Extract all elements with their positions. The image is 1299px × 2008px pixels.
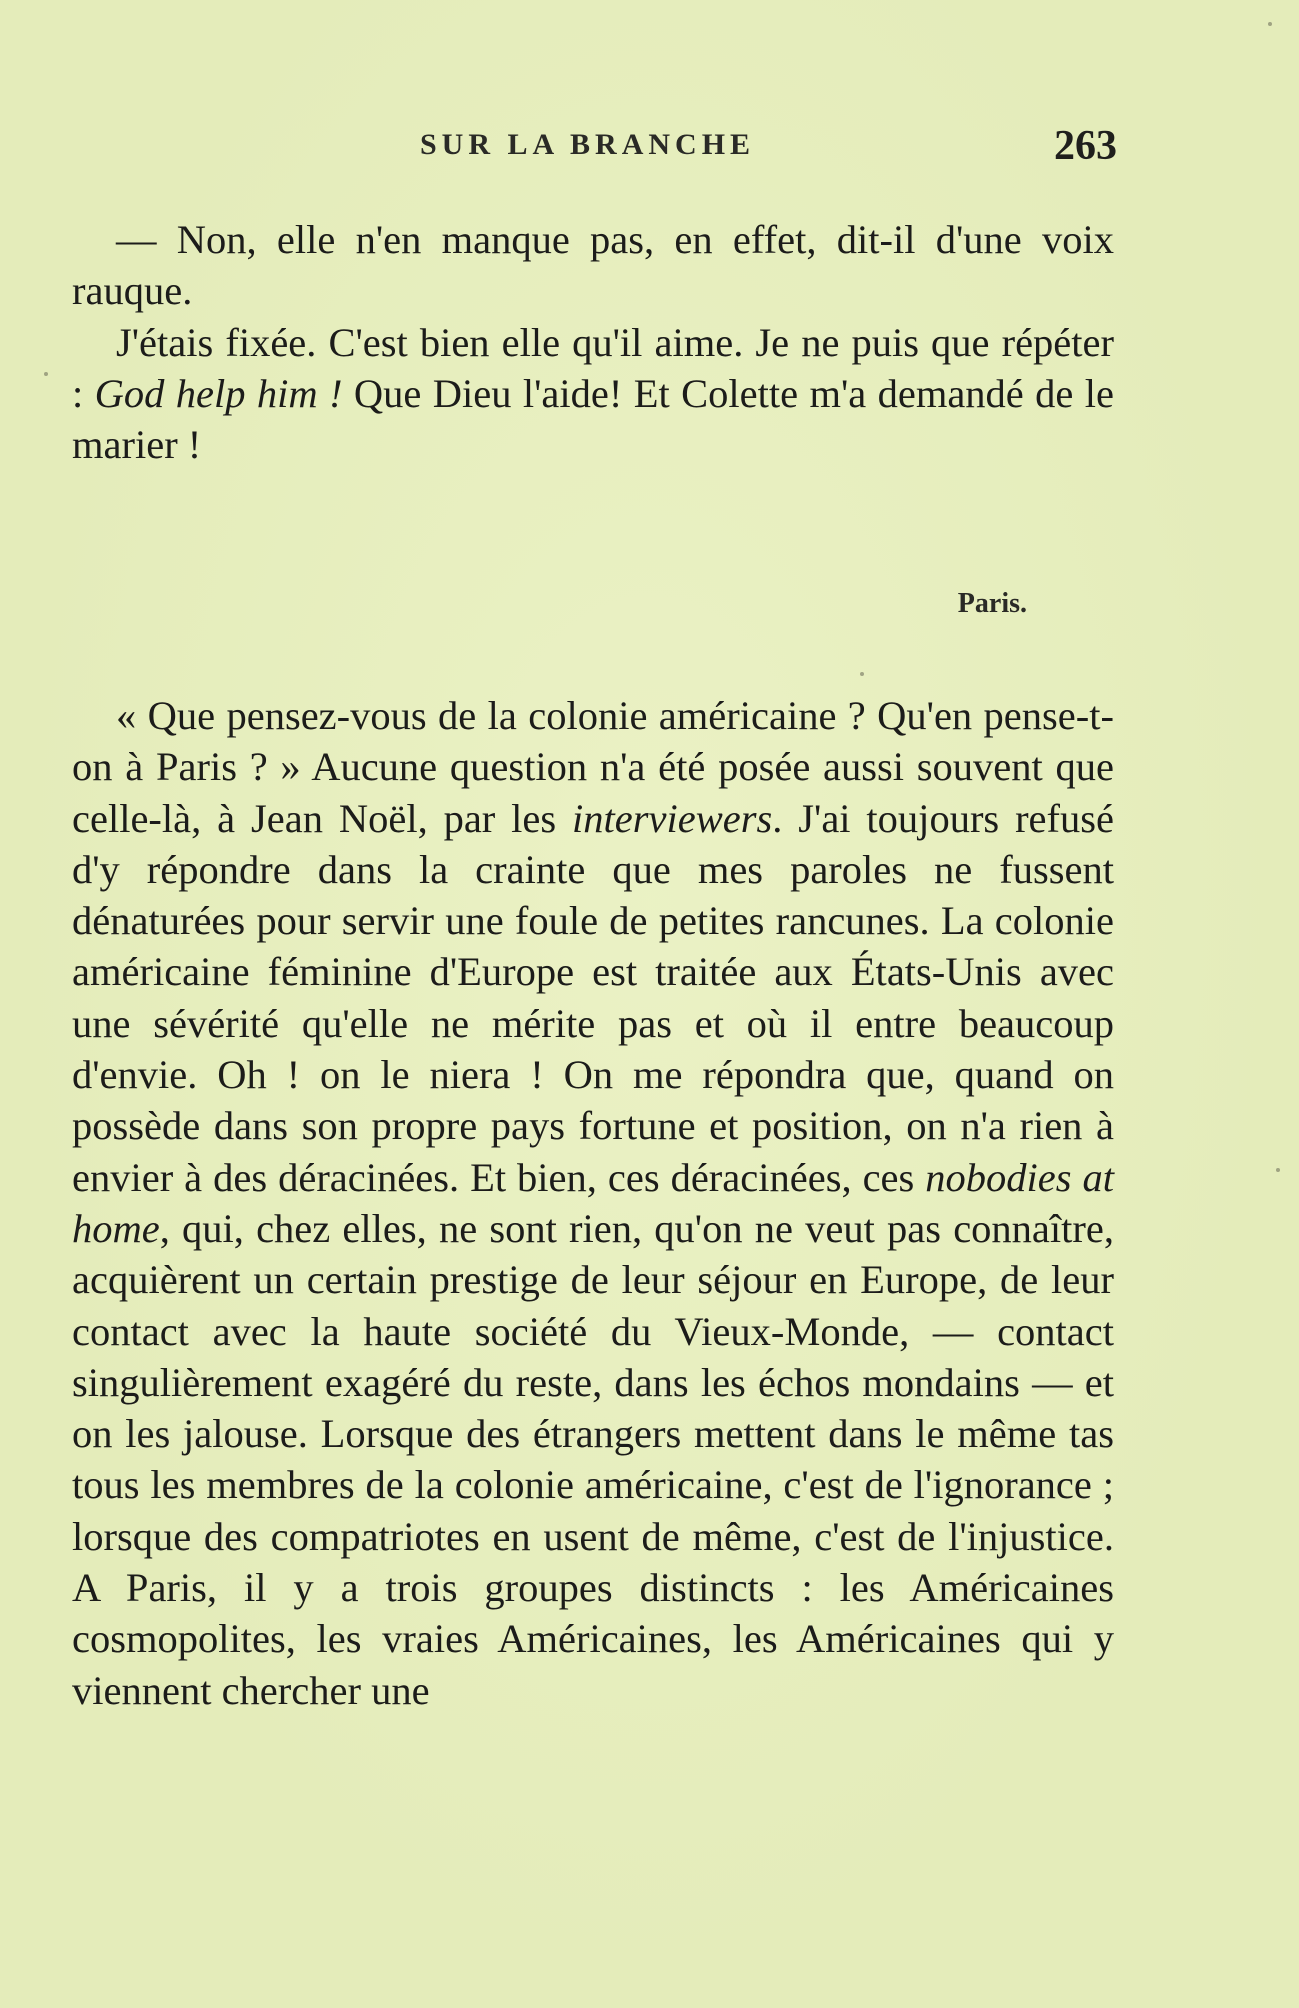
- paragraph-text: . J'ai toujours refusé d'y répondre dans la crainte que mes paroles ne fussent dénaturées pour servir une foule de petites rancunes. La colonie américaine féminine d'Europe est traitée aux États-Unis avec une sévérité qu'elle ne mérite pas et où il entre beaucoup d'envie. Oh ! on le niera ! On me répondra que, quand on possède dans son propre pays fortune et position, on n'a rien à envier à des déracinées. Et bien, ces déracinées, ces: [72, 795, 1115, 1200]
- paper-speck: [44, 372, 48, 376]
- paragraph-fixee: [72, 317, 1114, 471]
- paragraph-text: , qui, chez elles, ne sont rien, qu'on ne veut pas connaître, acquièrent un certain prestige de leur séjour en Europe, de leur contact avec la haute société du Vieux-Monde, — contact singulièrement exagéré du reste, dans les échos mondains — et on les jalouse. Lorsque des étrangers mettent dans le même tas tous les membres de la colonie américaine, c'est de l'ignorance ; lorsque des compatriotes en usent de même, c'est de l'injustice. A Paris, il y a trois groupes distincts : les Américaines cosmopolites, les vraies Américaines, les Américaines qui y viennent chercher une: [72, 1205, 1114, 1713]
- text-section-2: [72, 690, 1114, 1716]
- page-number: 263: [1054, 123, 1117, 169]
- text-section-1: [72, 214, 1114, 470]
- paper-speck: [1268, 22, 1272, 26]
- italic-phrase: God help him !: [94, 370, 343, 416]
- dateline: Paris.: [957, 588, 1027, 619]
- paragraph-text: J'étais fixée. C'est bien elle qu'il aime. Je ne puis que répéter :: [72, 319, 1114, 416]
- paragraph-text: Que Dieu l'aide! Et Colette m'a demandé de le marier !: [72, 370, 1114, 468]
- paragraph-colonie: [72, 690, 1114, 1716]
- paragraph-text: « Que pensez-vous de la colonie américaine ? Qu'en pense-t-on à Paris ? » Aucune question n'a été posée aussi souvent que celle-là, à Jean Noël, par les: [72, 693, 1114, 841]
- paragraph-dialogue: — Non, elle n'en manque pas, en effet, dit-il d'une voix rauque.: [72, 217, 1114, 314]
- paper-speck: [1276, 1168, 1280, 1172]
- running-title: SUR LA BRANCHE: [420, 128, 756, 161]
- italic-phrase: interviewers: [572, 795, 773, 841]
- paper-speck: [860, 672, 864, 676]
- italic-phrase: nobodies at home: [72, 1154, 1114, 1251]
